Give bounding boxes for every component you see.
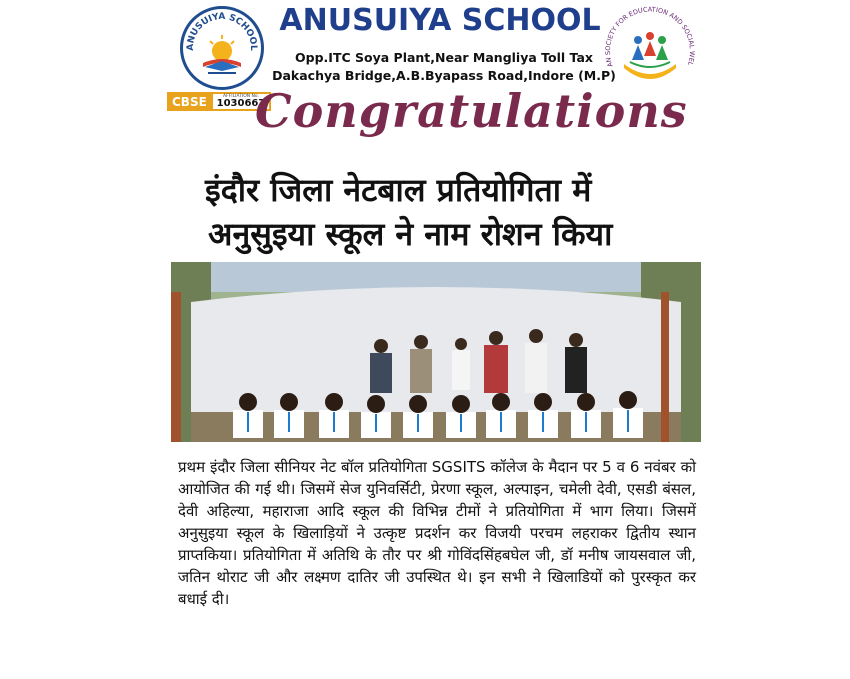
article-body xyxy=(178,456,696,610)
society-logo-text: AN SOCIETY FOR EDUCATION AND SOCIAL WEL xyxy=(603,6,697,68)
school-name: ANUSUIYA SCHOOL xyxy=(279,3,601,38)
affiliation-label: AFFILIATION No. xyxy=(222,94,260,99)
address-line-2: Dakachya Bridge,A.B.Byapass Road,Indore (M.P) xyxy=(272,68,616,83)
congratulations-banner: Congratulations xyxy=(255,84,688,138)
headline-line-1: इंदौर जिला नेटबाल प्रतियोगिता में xyxy=(205,171,592,209)
headline-line-2: अनुसुइया स्कूल ने नाम रोशन किया xyxy=(208,215,613,253)
school-logo xyxy=(180,6,264,90)
logo-school-text: ANUSUIYA SCHOOL xyxy=(185,11,259,51)
address-line-1: Opp.ITC Soya Plant,Near Mangliya Toll Tax xyxy=(295,50,593,65)
article-text: प्रथम इंदौर जिला सीनियर नेट बॉल प्रतियोगिता SGSITS कॉलेज के मैदान पर 5 व 6 नवंबर को आयोजित की गई थी। जिसमें सेज युनिवर्सिटी, प्रेरणा स्कूल, अल्पाइन, चमेली देवी, एसडी बंसल, देवी अहिल्या, महाराजा आदि स्कूल की विभिन्न टीमों ने प्रतियोगिता में भाग लिया। जिसमें अनुसुइया स्कूल के खिलाड़ियों ने उत्कृष्ट प्रदर्शन कर विजयी परचम लहराकर द्वितीय स्थान प्राप्तकिया। प्रतियोगिता में अतिथि के तौर पर श्री गोविंदसिंहबघेल जी, डॉ मनीष जायसवाल जी, जतिन थोराट जी और लक्ष्मण दातिर जी उपस्थित थे। इन सभी ने खिलाडियों को पुरस्कृत कर बधाई दी। xyxy=(178,458,696,608)
affiliation-number: 1030667 xyxy=(216,98,266,109)
cbse-label: CBSE xyxy=(172,94,207,109)
team-photo xyxy=(171,262,701,442)
